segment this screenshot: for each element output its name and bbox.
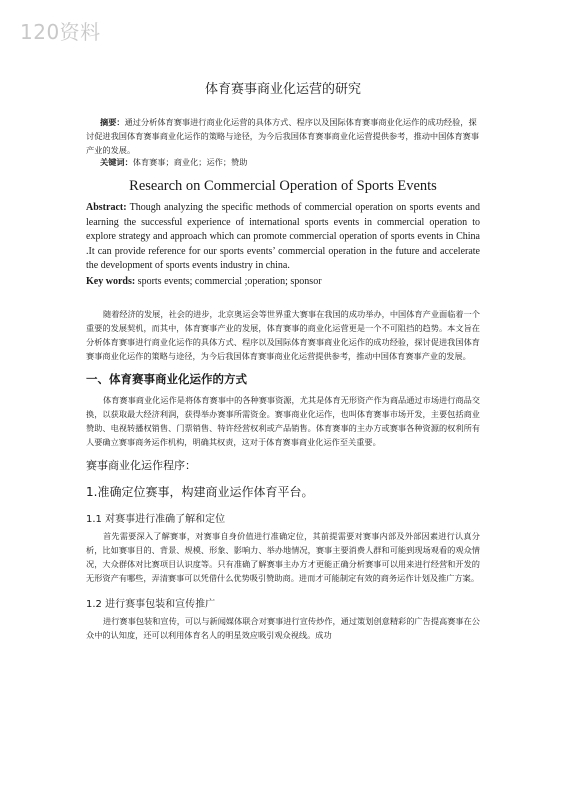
cn-abstract-text: 通过分析体育赛事进行商业化运营的具体方式、程序以及国际体育赛事商业化运作的成功经验，探讨促进我国体育赛事商业化运作的策略与途径，为今后我国体育赛事商业化运营提供参考，推动中国体育赛事产业的发展。 bbox=[86, 117, 480, 155]
procedure-heading: 赛事商业化运作程序： bbox=[86, 458, 196, 472]
section-heading: 一、体育赛事商业化运作的方式 bbox=[86, 371, 247, 386]
subsection-heading-1-2: 1.2 进行赛事包装和宣传推广 bbox=[86, 598, 216, 610]
cn-keywords bbox=[100, 157, 480, 168]
en-abstract-text: Though analyzing the specific methods of commercial operation on sports events and learning the successful experience of international sports events in commercial operation to explore strategy and approach which can promote commercial operation of sports events in China .It can provide reference for our sports events’ commercial operation in the future and accelerate the development of sports events industry in china. bbox=[86, 202, 480, 271]
intro-paragraph: 随着经济的发展，社会的进步，北京奥运会等世界重大赛事在我国的成功举办，中国体育产业面临着一个重要的发展契机，而其中，体育赛事产业的发展，体育赛事的商业化运营更是一个不可阻挡的趋势。本文旨在分析体育赛事进行商业化运作的具体方式、程序以及国际体育赛事商业化运作的成功经验，探讨促进我国体育赛事商业化运作的策略与途径，为今后我国体育赛事商业化运营提供参考，推动中国体育赛事产业的发展。 bbox=[86, 308, 480, 361]
cn-abstract-label: 摘要： bbox=[100, 117, 125, 127]
en-abstract bbox=[86, 201, 480, 274]
step-heading: 1.准确定位赛事，构建商业运作体育平台。 bbox=[86, 484, 314, 499]
cn-abstract bbox=[86, 115, 480, 157]
en-keywords-text: sports events; commercial ;operation; sponsor bbox=[137, 275, 322, 287]
subsection-heading-1-1: 1.1 对赛事进行准确了解和定位 bbox=[86, 513, 226, 525]
document-page bbox=[86, 78, 480, 642]
en-keywords-label: Key words: bbox=[86, 275, 136, 287]
subsection-paragraph-1-1: 首先需要深入了解赛事，对赛事自身价值进行准确定位，其前提需要对赛事内部及外部因素进行认真分析，比如赛事目的、背景、规模、形象、影响力、举办地情况，赛事主要消费人群和可能到现场观看的观众情况，大众群体对比赛项目认识度等。只有准确了解赛事主办方才更能正确分析赛事可以用来进行经营和开发的无形资产有哪些，弄清赛事可以凭借什么优势吸引赞助商。进而才可能制定有效的商务运作计划及推广方案。 bbox=[86, 530, 480, 583]
en-keywords bbox=[86, 276, 480, 287]
en-abstract-label: Abstract: bbox=[86, 202, 127, 213]
section-paragraph: 体育赛事商业化运作是将体育赛事中的各种赛事资源，尤其是体育无形资产作为商品通过市场进行商品交换，以获取最大经济利润，获得举办赛事所需资金。赛事商业化运作，也叫体育赛事市场开发，主要包括商业赞助、电视转播权销售、门票销售、特许经营权利或产品销售。体育赛事的主办方或赛事各种资源的权利所有人要确立赛事商务运作机构，明确其权责，这对于体育赛事商业化运作至关重要。 bbox=[86, 394, 480, 447]
cn-keywords-text: 体育赛事；商业化；运作；赞助 bbox=[132, 157, 248, 167]
paper-title: 体育赛事商业化运营的研究 bbox=[204, 82, 361, 97]
subsection-paragraph-1-2: 进行赛事包装和宣传，可以与新闻媒体联合对赛事进行宣传炒作，通过策划创意精彩的广告提高赛事在公众中的认知度，还可以利用体育名人的明星效应吸引观众视线。成功 bbox=[86, 615, 480, 640]
cn-keywords-label: 关键词： bbox=[100, 157, 133, 167]
watermark: 120资料 bbox=[20, 20, 101, 44]
english-title: Research on Commercial Operation of Sports Events bbox=[129, 178, 437, 194]
